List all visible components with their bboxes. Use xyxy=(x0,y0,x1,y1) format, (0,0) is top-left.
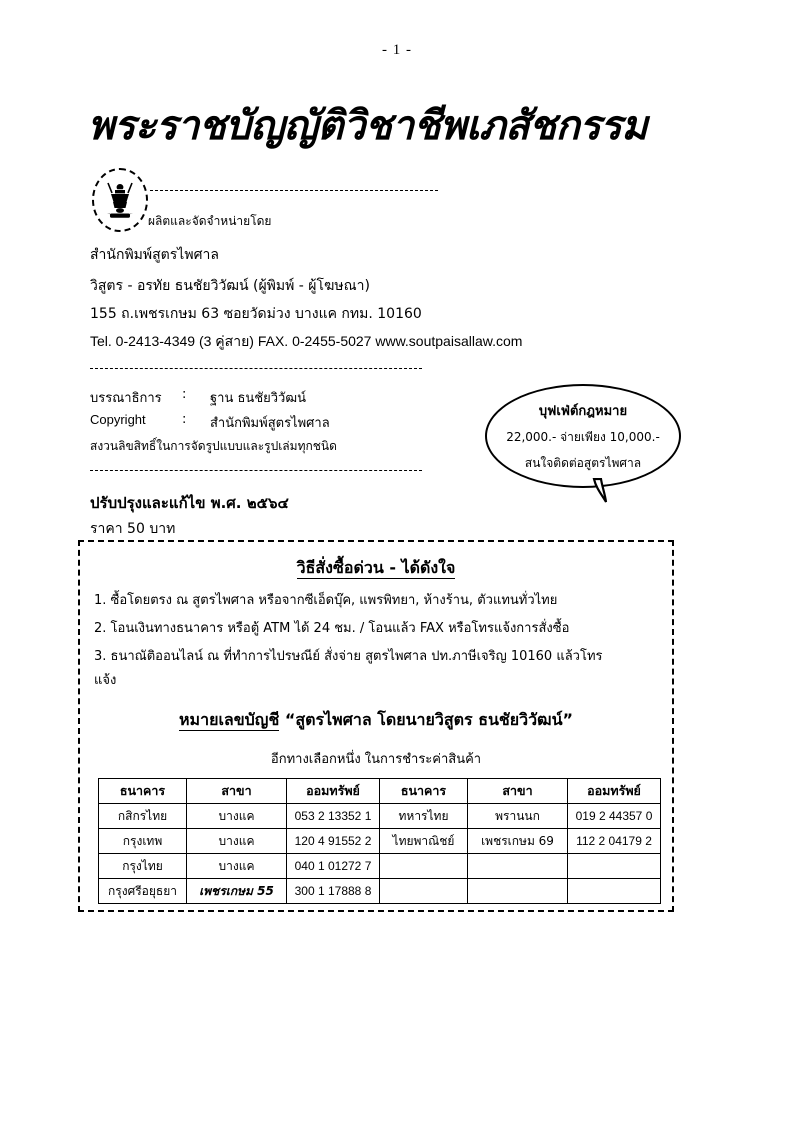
promo-line-3: สนใจติดต่อสูตรไพศาล xyxy=(524,455,642,470)
cell-branch: เพชรเกษม 69 xyxy=(468,829,568,854)
promo-line-2: 22,000.- จ่ายเพียง 10,000.- xyxy=(506,429,660,444)
cell-empty xyxy=(568,879,661,904)
order-step-1: 1. ซื้อโดยตรง ณ สูตรไพศาล หรือจากซีเอ็ดบุ๊ค, แพรพิทยา, ห้างร้าน, ตัวแทนทั่วไทย xyxy=(94,593,558,608)
order-step-3: 3. ธนาณัติออนไลน์ ณ ที่ทำการไปรษณีย์ สั่งจ่าย สูตรไพศาล ปท.ภาษีเจริญ 10160 แล้วโทร xyxy=(94,649,603,664)
header-savings-left: ออมทรัพย์ xyxy=(287,779,380,804)
document-title: พระราชบัญญัติวิชาชีพเภสัชกรรม xyxy=(88,103,648,149)
speech-bubble-tail-icon xyxy=(592,478,618,504)
cell-bank: ทหารไทย xyxy=(380,804,468,829)
cell-account: 019 2 44357 0 xyxy=(568,804,661,829)
cell-account: 300 1 17888 8 xyxy=(287,879,380,904)
cell-account: 053 2 13352 1 xyxy=(287,804,380,829)
divider-top xyxy=(150,190,438,191)
table-row xyxy=(99,854,661,879)
order-step-3-continued: แจ้ง xyxy=(94,673,117,688)
promo-speech-bubble xyxy=(485,384,681,488)
cell-empty xyxy=(380,854,468,879)
cell-branch: เพชรเกษม 55 xyxy=(187,879,287,904)
emblem-crest-icon xyxy=(101,178,139,222)
account-heading-rest: “สูตรไพศาล โดยนายวิสูตร ธนชัยวิวัฒน์” xyxy=(279,710,574,729)
cell-bank: กสิกรไทย xyxy=(99,804,187,829)
cell-empty xyxy=(380,879,468,904)
cell-account: 120 4 91552 2 xyxy=(287,829,380,854)
cell-bank: กรุงเทพ xyxy=(99,829,187,854)
account-subtitle: อีกทางเลือกหนึ่ง ในการชำระค่าสินค้า xyxy=(270,752,482,767)
order-box-title-text: วิธีสั่งซื้อด่วน - ได้ดังใจ xyxy=(296,558,456,577)
publisher-address: 155 ถ.เพชรเกษม 63 ซอยวัดม่วง บางแค กทม. 10160 xyxy=(90,306,422,322)
header-savings-right: ออมทรัพย์ xyxy=(568,779,661,804)
revision-year: ปรับปรุงและแก้ไข พ.ศ. ๒๕๖๔ xyxy=(90,494,289,512)
account-heading-underlined: หมายเลขบัญชี xyxy=(178,710,280,729)
bank-accounts-table xyxy=(98,778,661,904)
header-branch-right: สาขา xyxy=(468,779,568,804)
copyright-colon: : xyxy=(182,412,187,427)
cell-account: 112 2 04179 2 xyxy=(568,829,661,854)
order-step-2: 2. โอนเงินทางธนาคาร หรือตู้ ATM ได้ 24 ชม. / โอนแล้ว FAX หรือโทรแจ้งการสั่งซื้อ xyxy=(94,621,570,636)
publisher-person: วิสูตร - อรทัย ธนชัยวิวัฒน์ (ผู้พิมพ์ - ผู้โฆษณา) xyxy=(90,278,370,294)
rights-reserved-note: สงวนลิขสิทธิ์ในการจัดรูปแบบและรูปเล่มทุกชนิด xyxy=(90,439,337,453)
table-row xyxy=(99,804,661,829)
header-branch-left: สาขา xyxy=(187,779,287,804)
cell-branch: พรานนก xyxy=(468,804,568,829)
cell-empty xyxy=(468,879,568,904)
cell-bank: ไทยพาณิชย์ xyxy=(380,829,468,854)
publisher-contact: Tel. 0-2413-4349 (3 คู่สาย) FAX. 0-2455-5027 www.soutpaisallaw.com xyxy=(90,333,523,349)
divider-middle xyxy=(90,368,422,369)
cell-branch: บางแค xyxy=(187,804,287,829)
publisher-emblem xyxy=(92,168,148,232)
publisher-name: สำนักพิมพ์สูตรไพศาล xyxy=(90,247,219,263)
promo-line-1: บุฟเฟ่ต์กฎหมาย xyxy=(538,403,628,419)
editor-colon: : xyxy=(182,387,187,402)
cell-bank: กรุงศรีอยุธยา xyxy=(99,879,187,904)
header-bank-left: ธนาคาร xyxy=(99,779,187,804)
table-row xyxy=(99,879,661,904)
editor-value: ฐาน ธนชัยวิวัฒน์ xyxy=(210,391,306,406)
editor-label: บรรณาธิการ xyxy=(90,391,162,406)
header-bank-right: ธนาคาร xyxy=(380,779,468,804)
cell-branch: บางแค xyxy=(187,829,287,854)
produced-by-label: ผลิตและจัดจำหน่ายโดย xyxy=(148,214,272,228)
table-row xyxy=(99,829,661,854)
order-box-title xyxy=(0,556,752,581)
cell-branch: บางแค xyxy=(187,854,287,879)
cell-empty xyxy=(468,854,568,879)
table-header-row xyxy=(99,779,661,804)
account-heading xyxy=(0,708,752,733)
cell-account: 040 1 01272 7 xyxy=(287,854,380,879)
cell-empty xyxy=(568,854,661,879)
copyright-value: สำนักพิมพ์สูตรไพศาล xyxy=(210,416,330,431)
price-label: ราคา 50 บาท xyxy=(90,521,176,537)
copyright-label: Copyright xyxy=(90,412,146,427)
page-number: - 1 - xyxy=(382,42,412,58)
divider-bottom xyxy=(90,470,422,471)
cell-bank: กรุงไทย xyxy=(99,854,187,879)
